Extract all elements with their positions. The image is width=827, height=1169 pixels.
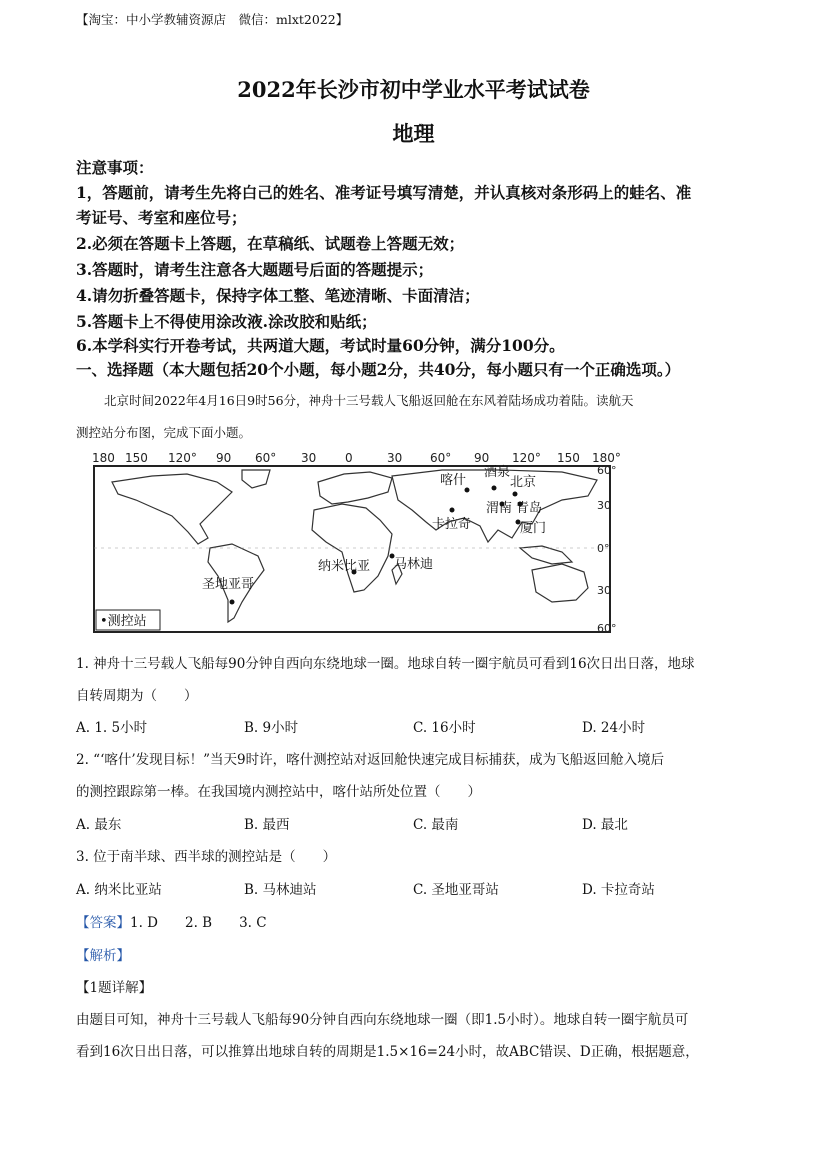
lon-label: 120°	[168, 451, 197, 465]
station-label: 酒泉	[484, 465, 511, 480]
lon-label: 150	[125, 451, 148, 465]
lon-label: 90	[216, 451, 232, 465]
lat-label: 0°	[597, 542, 610, 555]
notice-line: 5.答题卡上不得使用涂改液.涂改胶和贴纸；	[76, 312, 377, 331]
notice-heading: 注意事项：	[76, 158, 154, 177]
map-frame	[94, 466, 610, 632]
question-2-line: 2. “‘喀什’发现目标！”当天9时许，喀什测控站对返回舱快速完成目标捕获，成为飞船返回舱入境后	[76, 752, 665, 768]
station-label: 渭南	[486, 501, 513, 516]
question-2-option-a: A. 最东	[76, 817, 122, 833]
lat-label: 60°	[597, 622, 617, 635]
station-label: 纳米比亚	[318, 559, 371, 574]
exam-title: 2022年长沙市初中学业水平考试试卷	[237, 77, 590, 102]
station-dot-kashgar	[465, 488, 470, 493]
lon-label: 180	[92, 451, 115, 465]
question-2-option-d: D. 最北	[582, 817, 628, 833]
answer-text: 1. D 2. B 3. C	[130, 915, 267, 931]
section-heading: 一、选择题（本大题包括20个小题，每小题2分，共40分，每小题只有一个正确选项。）	[76, 360, 681, 379]
answer-row	[76, 911, 267, 931]
question-1-option-a: A. 1. 5小时	[76, 720, 148, 736]
station-label: 喀什	[440, 473, 467, 488]
lon-label: 0	[345, 451, 353, 465]
lon-label: 90	[474, 451, 490, 465]
lon-label: 150	[557, 451, 580, 465]
station-label: 北京	[510, 475, 537, 490]
notice-line: 4.请勿折叠答题卡，保持字体工整、笔迹清晰、卡面清洁；	[76, 286, 480, 305]
question-1-option-d: D. 24小时	[582, 720, 646, 736]
detail-heading: 【1题详解】	[76, 980, 153, 996]
analysis-label: 【解析】	[76, 948, 130, 964]
intro-line: 北京时间2022年4月16日9时56分，神舟十三号载人飞船返回舱在东风着陆场成功着陆。读航天	[104, 393, 634, 408]
longitude-labels	[92, 451, 621, 465]
lat-label: 30	[597, 499, 611, 512]
question-1-option-b: B. 9小时	[244, 720, 299, 736]
notice-line: 3.答题时，请考生注意各大题题号后面的答题提示；	[76, 260, 434, 279]
station-label: 圣地亚哥	[202, 577, 255, 592]
tracking-station-map	[92, 451, 621, 635]
lon-label: 60°	[255, 451, 277, 465]
notice-line: 6.本学科实行开卷考试，共两道大题，考试时量60分钟，满分100分。	[76, 336, 565, 355]
detail-line: 看到16次日出日落，可以推算出地球自转的周期是1.5×16=24小时，故ABC错误、D正确，根据题意，	[76, 1044, 699, 1060]
detail-line: 由题目可知，神舟十三号载人飞船每90分钟自西向东绕地球一圈（即1.5小时）。地球自转一圈宇航员可	[76, 1012, 689, 1028]
question-2-option-c: C. 最南	[413, 817, 459, 833]
intro-line: 测控站分布图，完成下面小题。	[76, 425, 252, 440]
station-dot-jiuquan	[492, 486, 497, 491]
lon-label: 120°	[512, 451, 541, 465]
question-1-line: 1. 神舟十三号载人飞船每90分钟自西向东绕地球一圈。地球自转一圈宇航员可看到16次日出日落，地球	[76, 656, 695, 672]
station-label: 马林迪	[394, 557, 434, 572]
map-legend: •测控站	[100, 614, 147, 629]
station-label: 厦门	[520, 521, 547, 536]
question-1-line: 自转周期为（ ）	[76, 688, 198, 704]
lon-label: 30	[301, 451, 317, 465]
question-3-option-a: A. 纳米比亚站	[76, 882, 162, 898]
station-dot-beijing	[513, 492, 518, 497]
station-label: 卡拉奇	[432, 517, 472, 532]
question-3-option-b: B. 马林迪站	[244, 882, 317, 898]
header-watermark: 【淘宝：中小学教辅资源店 微信：mlxt2022】	[76, 12, 349, 27]
notice-line: 2.必须在答题卡上答题，在草稿纸、试题卷上答题无效；	[76, 234, 465, 253]
station-dot-santiago	[230, 600, 235, 605]
question-3-line: 3. 位于南半球、西半球的测控站是（ ）	[76, 849, 337, 865]
question-2-line: 的测控跟踪第一棒。在我国境内测控站中，喀什站所处位置（ ）	[76, 784, 481, 800]
question-3-option-d: D. 卡拉奇站	[582, 882, 655, 898]
lat-label: 30	[597, 584, 611, 597]
notice-line: 1，答题前，请考生先将白己的姓名、准考证号填写清楚，并认真核对条形码上的蛙名、准	[76, 183, 692, 202]
lon-label: 60°	[430, 451, 452, 465]
station-dot-karachi	[450, 508, 455, 513]
lon-label: 30	[387, 451, 403, 465]
question-2-option-b: B. 最西	[244, 817, 290, 833]
station-label: 青岛	[516, 501, 543, 516]
question-1-option-c: C. 16小时	[413, 720, 476, 736]
lon-label: 180°	[592, 451, 621, 465]
answer-label: 【答案】	[76, 915, 130, 931]
subject-title: 地理	[392, 121, 435, 146]
question-3-option-c: C. 圣地亚哥站	[413, 882, 499, 898]
lat-label: 60°	[597, 464, 617, 477]
notice-line: 考证号、考室和座位号；	[76, 208, 247, 227]
